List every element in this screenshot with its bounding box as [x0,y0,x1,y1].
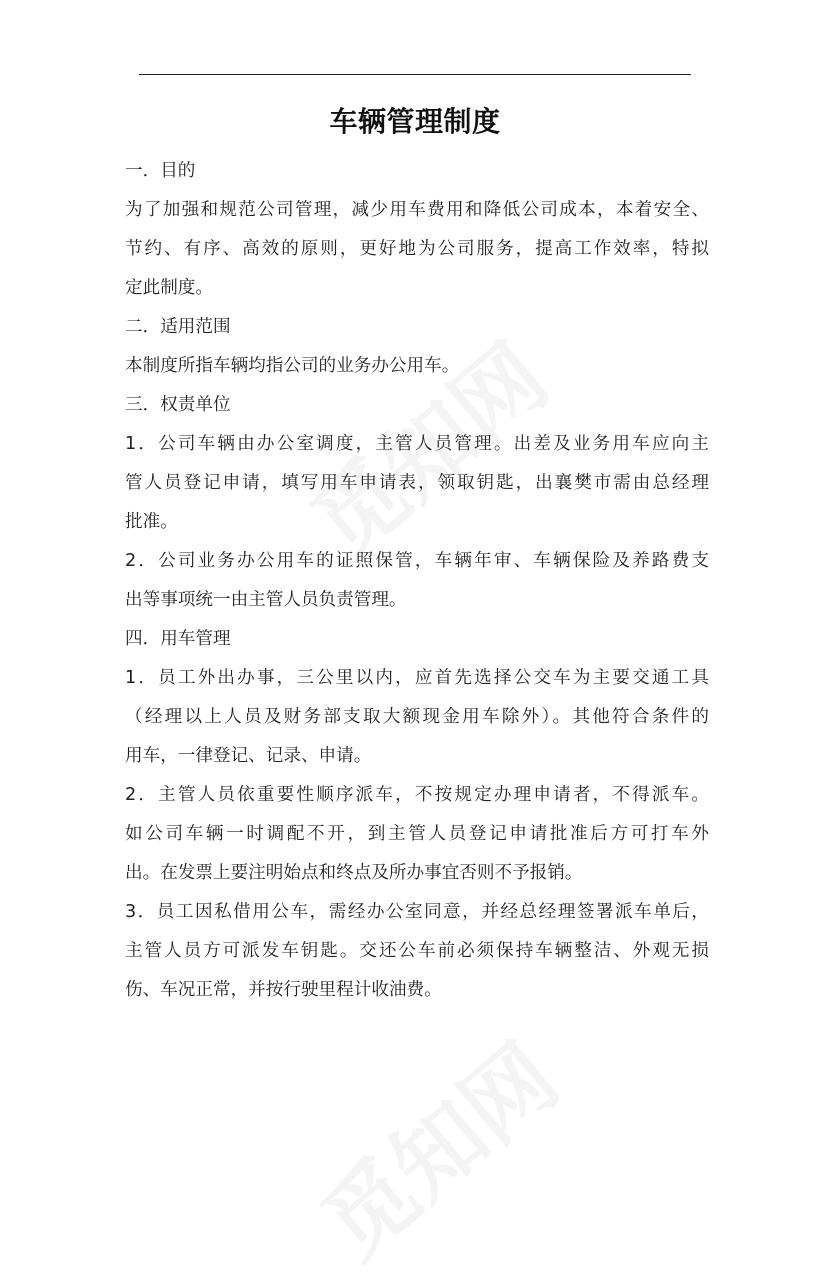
section-heading: 三．权责单位 [125,395,231,415]
paragraph-line: 本制度所指车辆均指公司的业务办公用车。 [125,356,460,376]
paragraph-line: （经理以上人员及财务部支取大额现金用车除外）。其他符合条件的 [125,707,709,727]
paragraph-line: 批准。 [125,512,178,532]
paragraph-line: 伤、车况正常，并按行驶里程计收油费。 [125,980,442,1000]
paragraph-line: 为了加强和规范公司管理，减少用车费用和降低公司成本，本着安全、 [125,200,709,220]
paragraph-line: 1．公司车辆由办公室调度，主管人员管理。出差及业务用车应向主 [125,434,709,454]
paragraph-line: 主管人员方可派发车钥匙。交还公车前必须保持车辆整洁、外观无损 [125,941,709,961]
document-title: 车辆管理制度 [329,105,501,138]
paragraph-line: 出等事项统一由主管人员负责管理。 [125,590,407,610]
paragraph-line: 2．主管人员依重要性顺序派车，不按规定办理申请者，不得派车。 [125,785,709,805]
paragraph-line: 3．员工因私借用公车，需经办公室同意，并经总经理签署派车单后， [125,902,709,922]
section-heading: 四．用车管理 [125,629,231,649]
section-heading: 一．目的 [125,161,196,181]
section-heading: 二．适用范围 [125,317,231,337]
paragraph-line: 1．员工外出办事，三公里以内，应首先选择公交车为主要交通工具 [125,668,709,688]
header-rule [139,74,691,75]
paragraph-line: 如公司车辆一时调配不开，到主管人员登记申请批准后方可打车外 [125,824,709,844]
watermark [290,1008,580,1281]
paragraph-line: 出。在发票上要注明始点和终点及所办事宜否则不予报销。 [125,863,583,883]
paragraph-line: 节约、有序、高效的原则，更好地为公司服务，提高工作效率，特拟 [125,239,709,259]
paragraph-line: 管人员登记申请，填写用车申请表，领取钥匙，出襄樊市需由总经理 [125,473,709,493]
paragraph-line: 用车，一律登记、记录、申请。 [125,746,372,766]
paragraph-line: 2．公司业务办公用车的证照保管，车辆年审、车辆保险及养路费支 [125,551,709,571]
document-body [125,152,709,1010]
paragraph-line: 定此制度。 [125,278,213,298]
